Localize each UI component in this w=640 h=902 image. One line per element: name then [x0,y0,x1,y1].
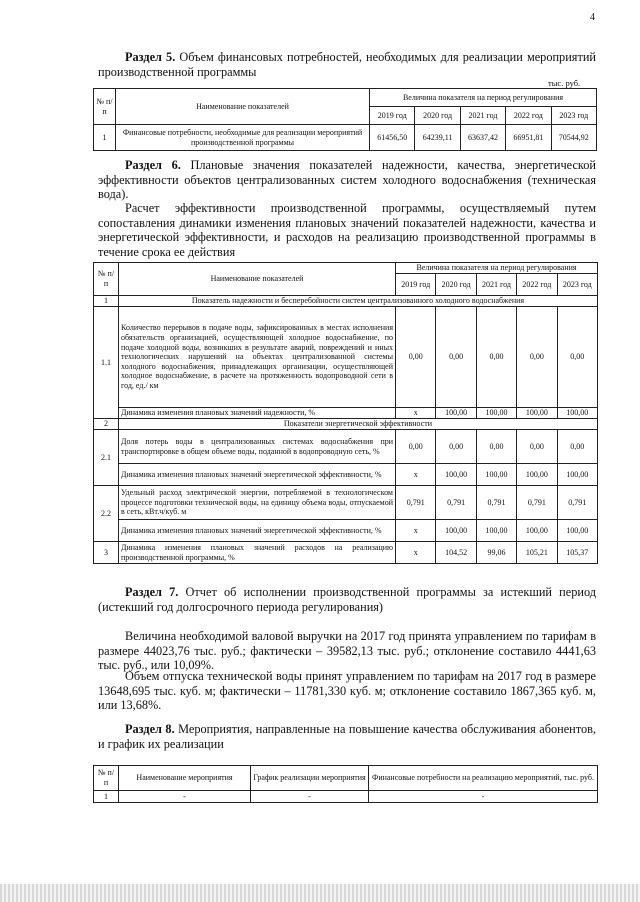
year-header: 2023 год [557,274,597,296]
section-8-table [93,765,598,803]
header-name: Наименование показателей [119,263,396,296]
row-value: 100,00 [517,408,557,419]
row-num: 2.2 [94,486,119,542]
section-6-title: Плановые значения показателей надежности, качества, энергетической эффективности объектов централизованных систем холодного водоснабжения (техническая вода). [98,158,596,201]
row-value: 0,00 [396,307,436,408]
table-row [94,307,598,408]
row-value: 0,791 [557,486,597,520]
section-5-title: Объем финансовых потребностей, необходимых для реализации мероприятий производственной программы [98,50,596,79]
row-value: 0,791 [436,486,476,520]
table-row [94,486,598,520]
row-financing: - [369,791,598,803]
row-value: х [396,542,436,564]
row-value: 0,00 [517,307,557,408]
header-name: Наименование мероприятия [119,766,251,791]
row-value: 61456,50 [370,125,415,151]
row-name: Динамика изменения плановых значений энергетической эффективности, % [119,520,396,542]
year-header: 2022 год [517,274,557,296]
header-financing: Финансовые потребности на реализацию мероприятий, тыс. руб. [369,766,598,791]
row-name: Количество перерывов в подаче воды, зафиксированных в местах исполнения обязательств организацией, осуществляющей холодное водоснабжение, по подаче холодной воды, возникших в результате аварий, повреждений и иных технологических нарушений на объектах централизованной системы холодного водоснабжения, принадлежащих организации, осуществляющей холодное водоснабжение, в расчете на протяженность водопроводной сети в год, ед./ км [119,307,396,408]
row-name: Динамика изменения плановых значений энергетической эффективности, % [119,464,396,486]
section-5-unit: тыс. руб. [548,78,581,88]
year-header: 2022 год [506,107,551,125]
section-7-label: Раздел 7. [125,585,179,599]
row-num: 2.1 [94,430,119,486]
year-header: 2019 год [370,107,415,125]
header-num: № п/ п [94,89,116,125]
year-header: 2020 год [436,274,476,296]
section-8-title: Мероприятия, направленные на повышение качества обслуживания абонентов, и график их реализации [98,722,596,751]
row-value: 0,00 [436,430,476,464]
header-num: № п/ п [94,263,119,296]
row-value: 100,00 [557,464,597,486]
row-value: 100,00 [557,520,597,542]
row-value: 66951,81 [506,125,551,151]
row-value: 105,21 [517,542,557,564]
row-name: - [119,791,251,803]
table-row [94,520,598,542]
year-header: 2023 год [551,107,596,125]
header-schedule: График реализации мероприятия [251,766,369,791]
row-value: 0,791 [517,486,557,520]
row-name: Доля потерь воды в централизованных системах водоснабжения при транспортировке в общем объеме воды, поданной в водопроводную сеть, % [119,430,396,464]
row-name: Финансовые потребности, необходимые для реализации мероприятий производственной программы [116,125,370,151]
section-7-heading [98,585,596,614]
row-value: х [396,520,436,542]
row-num: 1 [94,791,119,803]
section-6-table [93,262,598,564]
row-value: 100,00 [436,520,476,542]
row-value: 0,00 [557,430,597,464]
row-value: 100,00 [476,408,516,419]
header-period: Величина показателя на период регулирования [370,89,597,107]
section-row [94,419,598,430]
row-value: 100,00 [517,464,557,486]
section-5-label: Раздел 5. [125,50,176,64]
row-name: Удельный расход электрической энергии, потребляемой в технологическом процессе подготовки технической воды, на единицу объема воды, отпускаемой в сеть, кВт.ч/куб. м [119,486,396,520]
section-7-title: Отчет об исполнении производственной программы за истекший период (истекший год долгосрочного периода регулирования) [98,585,596,614]
row-num: 1 [94,125,116,151]
row-value: 100,00 [517,520,557,542]
year-header: 2021 год [460,107,505,125]
row-schedule: - [251,791,369,803]
section-8-label: Раздел 8. [125,722,175,736]
section-6-paragraph: Расчет эффективности производственной программы, осуществляемый путем сопоставления динамики изменения плановых значений показателей надежности, качества и энергетической эффективности, и расходов на реализацию производственной программы в течение срока ее действия [98,201,596,259]
row-num: 1 [94,296,119,307]
row-value: 100,00 [557,408,597,419]
section-title: Показатели энергетической эффективности [119,419,598,430]
row-value: 0,00 [436,307,476,408]
year-header: 2019 год [396,274,436,296]
table-row [94,542,598,564]
section-title: Показатель надежности и бесперебойности систем централизованного холодного водоснабжения [119,296,598,307]
row-value: 63637,42 [460,125,505,151]
table-row [94,125,597,151]
row-num: 3 [94,542,119,564]
section-7-paragraph-revenue: Величина необходимой валовой выручки на 2017 год принята управлением по тарифам в размере 44023,76 тыс. руб.; фактически – 39582,13 тыс. руб.; отклонение составило 4441,63 тыс. руб., или 10,09%. [98,629,596,672]
header-name: Наименование показателей [116,89,370,125]
row-value: х [396,408,436,419]
row-value: 0,00 [517,430,557,464]
section-5-table [93,88,597,151]
header-period: Величина показателя на период регулирования [396,263,598,274]
row-value: 0,00 [476,307,516,408]
row-value: 0,791 [396,486,436,520]
row-value: 0,00 [476,430,516,464]
table-row [94,464,598,486]
section-row [94,296,598,307]
section-6-label: Раздел 6. [125,158,181,172]
row-value: 100,00 [476,464,516,486]
header-num: № п/п [94,766,119,791]
row-value: 70544,92 [551,125,596,151]
section-5-heading [98,50,596,79]
row-value: 104,52 [436,542,476,564]
scan-edge [0,884,640,902]
row-num: 2 [94,419,119,430]
row-value: 0,00 [396,430,436,464]
section-8-heading [98,722,596,751]
table-row [94,408,598,419]
row-value: 100,00 [436,464,476,486]
page-number: 4 [590,12,595,23]
row-name: Динамика изменения плановых значений расходов на реализацию производственной программы, % [119,542,396,564]
table-row [94,430,598,464]
row-value: 100,00 [436,408,476,419]
row-value: 0,791 [476,486,516,520]
row-value: 0,00 [557,307,597,408]
row-value: х [396,464,436,486]
row-value: 100,00 [476,520,516,542]
section-7-paragraph-volume: Объем отпуска технической воды принят управлением по тарифам на 2017 год в размере 13648,695 тыс. куб. м; фактически – 11781,330 куб. м; отклонение составило 1867,365 куб. м, или 13,68%. [98,669,596,712]
table-row [94,791,598,803]
row-name: Динамика изменения плановых значений надежности, % [119,408,396,419]
section-6-heading [98,158,596,202]
year-header: 2020 год [415,107,460,125]
row-value: 64239,11 [415,125,460,151]
row-num: 1.1 [94,307,119,419]
year-header: 2021 год [476,274,516,296]
row-value: 99,06 [476,542,516,564]
row-value: 105,37 [557,542,597,564]
